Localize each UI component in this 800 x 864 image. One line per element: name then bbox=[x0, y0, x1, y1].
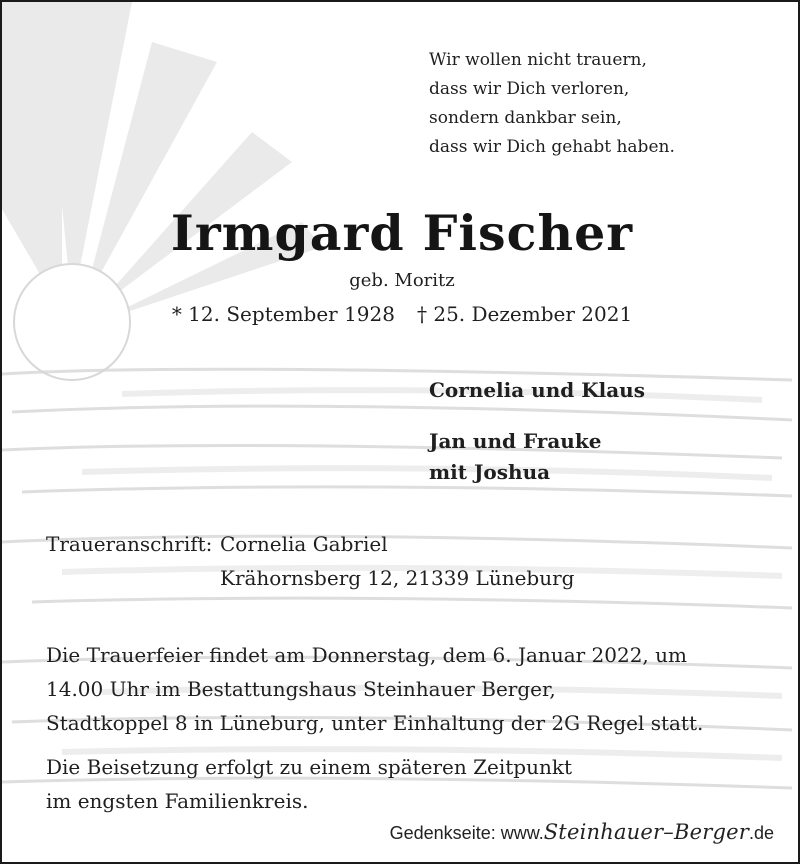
burial-line: Die Beisetzung erfolgt zu einem späteren Zeitpunkt bbox=[46, 755, 573, 779]
link-suffix: .de bbox=[748, 823, 774, 843]
mourners-line: Jan und Frauke bbox=[429, 429, 602, 453]
death-date: † 25. Dezember 2021 bbox=[416, 302, 633, 326]
poem-line: dass wir Dich gehabt haben. bbox=[429, 137, 675, 157]
mourners-line: Cornelia und Klaus bbox=[429, 378, 645, 402]
poem-line: sondern dankbar sein, bbox=[429, 108, 622, 128]
address-label: Traueranschrift: bbox=[46, 532, 213, 556]
link-prefix: Gedenkseite: www. bbox=[389, 823, 544, 843]
funeral-home-brand: Steinhauer–Berger bbox=[543, 820, 749, 844]
deceased-name: Irmgard Fischer bbox=[170, 204, 634, 262]
birth-date: * 12. September 1928 bbox=[171, 302, 395, 326]
burial-notice bbox=[46, 750, 572, 818]
funeral-service-notice bbox=[46, 638, 703, 740]
memorial-poem bbox=[429, 46, 675, 162]
poem-line: dass wir Dich verloren, bbox=[429, 79, 630, 99]
poem-line: Wir wollen nicht trauern, bbox=[429, 50, 647, 70]
service-line: Stadtkoppel 8 in Lüneburg, unter Einhaltung der 2G Regel statt. bbox=[46, 711, 704, 735]
service-line: 14.00 Uhr im Bestattungshaus Steinhauer Berger, bbox=[46, 677, 556, 701]
mourners-group bbox=[429, 426, 601, 488]
life-dates bbox=[2, 302, 800, 326]
mourners-line: mit Joshua bbox=[429, 460, 551, 484]
burial-line: im engsten Familienkreis. bbox=[46, 789, 309, 813]
birth-name: geb. Moritz bbox=[349, 270, 455, 291]
address-name: Cornelia Gabriel bbox=[220, 532, 388, 556]
address-street: Krähornsberg 12, 21339 Lüneburg bbox=[220, 566, 575, 590]
memorial-page-link[interactable] bbox=[390, 820, 774, 844]
service-line: Die Trauerfeier findet am Donnerstag, dem 6. Januar 2022, um bbox=[46, 643, 687, 667]
